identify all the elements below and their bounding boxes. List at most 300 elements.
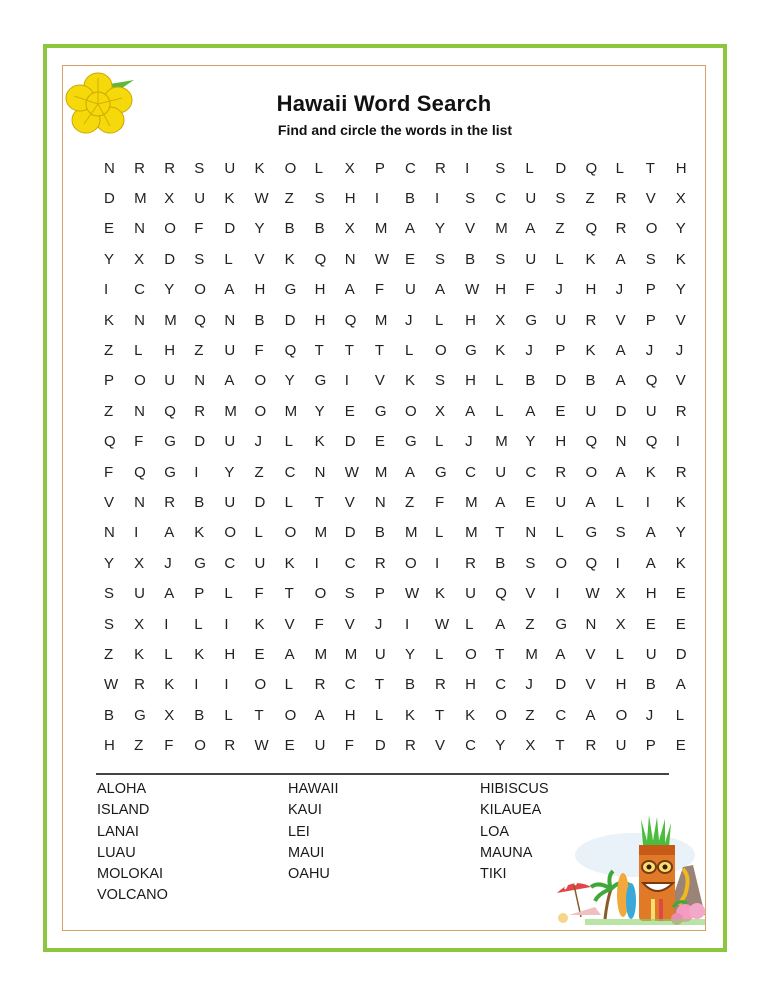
grid-letter[interactable]: B: [284, 220, 295, 238]
grid-letter[interactable]: Z: [254, 463, 264, 481]
grid-letter[interactable]: U: [224, 493, 236, 511]
grid-letter[interactable]: A: [495, 615, 506, 633]
grid-letter[interactable]: K: [465, 706, 476, 724]
grid-letter[interactable]: V: [465, 220, 476, 238]
grid-letter[interactable]: C: [344, 554, 356, 572]
grid-letter[interactable]: R: [675, 463, 687, 481]
grid-letter[interactable]: X: [134, 250, 145, 268]
grid-letter[interactable]: J: [525, 676, 533, 694]
grid-letter[interactable]: C: [555, 706, 567, 724]
grid-letter[interactable]: Y: [284, 372, 295, 390]
grid-letter[interactable]: D: [284, 311, 296, 329]
grid-letter[interactable]: E: [675, 737, 686, 755]
grid-letter[interactable]: Q: [645, 372, 658, 390]
grid-letter[interactable]: E: [284, 737, 295, 755]
grid-letter[interactable]: V: [585, 676, 596, 694]
grid-letter[interactable]: R: [374, 554, 386, 572]
grid-letter[interactable]: T: [435, 706, 445, 724]
grid-letter[interactable]: B: [404, 676, 415, 694]
grid-letter[interactable]: A: [344, 281, 355, 299]
grid-letter[interactable]: M: [314, 645, 328, 663]
grid-letter[interactable]: R: [314, 676, 326, 694]
grid-letter[interactable]: J: [254, 433, 262, 451]
grid-letter[interactable]: K: [495, 342, 506, 360]
grid-letter[interactable]: R: [224, 737, 236, 755]
grid-letter[interactable]: O: [615, 706, 628, 724]
grid-letter[interactable]: U: [645, 645, 657, 663]
grid-letter[interactable]: S: [525, 554, 536, 572]
grid-letter[interactable]: D: [344, 433, 356, 451]
grid-letter[interactable]: R: [164, 159, 176, 177]
grid-letter[interactable]: I: [374, 190, 380, 208]
grid-letter[interactable]: O: [284, 524, 297, 542]
grid-letter[interactable]: C: [495, 190, 507, 208]
grid-letter[interactable]: A: [585, 493, 596, 511]
grid-letter[interactable]: L: [164, 645, 173, 663]
grid-letter[interactable]: M: [314, 524, 328, 542]
grid-letter[interactable]: X: [675, 190, 686, 208]
grid-letter[interactable]: M: [374, 463, 388, 481]
grid-letter[interactable]: T: [284, 585, 294, 603]
grid-letter[interactable]: B: [374, 524, 385, 542]
grid-letter[interactable]: Y: [254, 220, 265, 238]
grid-letter[interactable]: M: [465, 493, 478, 511]
grid-letter[interactable]: A: [435, 281, 446, 299]
grid-letter[interactable]: A: [615, 250, 626, 268]
grid-letter[interactable]: B: [404, 190, 415, 208]
grid-letter[interactable]: J: [645, 342, 654, 360]
grid-letter[interactable]: P: [374, 585, 385, 603]
grid-letter[interactable]: X: [344, 220, 355, 238]
grid-letter[interactable]: O: [254, 676, 267, 694]
grid-letter[interactable]: T: [374, 342, 385, 360]
grid-letter[interactable]: D: [164, 250, 176, 268]
grid-letter[interactable]: N: [374, 493, 386, 511]
grid-letter[interactable]: N: [344, 250, 356, 268]
grid-letter[interactable]: E: [374, 433, 385, 451]
grid-letter[interactable]: U: [585, 402, 597, 420]
grid-letter[interactable]: S: [314, 190, 325, 208]
grid-letter[interactable]: P: [645, 281, 656, 299]
grid-letter[interactable]: O: [194, 737, 206, 755]
grid-letter[interactable]: A: [585, 706, 596, 724]
grid-letter[interactable]: H: [555, 433, 567, 451]
grid-letter[interactable]: L: [615, 645, 624, 663]
grid-letter[interactable]: E: [104, 220, 115, 238]
grid-letter[interactable]: Y: [525, 433, 536, 451]
grid-letter[interactable]: Q: [585, 220, 598, 238]
grid-letter[interactable]: L: [404, 342, 414, 360]
grid-letter[interactable]: F: [134, 433, 144, 451]
grid-letter[interactable]: H: [224, 645, 236, 663]
grid-letter[interactable]: M: [284, 402, 298, 420]
grid-letter[interactable]: F: [254, 342, 264, 360]
grid-letter[interactable]: A: [465, 402, 476, 420]
grid-letter[interactable]: T: [495, 645, 505, 663]
grid-letter[interactable]: A: [404, 463, 415, 481]
grid-letter[interactable]: C: [284, 463, 296, 481]
grid-letter[interactable]: P: [645, 311, 656, 329]
grid-letter[interactable]: Z: [555, 220, 565, 238]
grid-letter[interactable]: N: [585, 615, 597, 633]
grid-letter[interactable]: F: [104, 463, 114, 481]
grid-letter[interactable]: D: [254, 493, 266, 511]
grid-letter[interactable]: N: [134, 220, 145, 238]
grid-letter[interactable]: O: [224, 524, 237, 542]
grid-letter[interactable]: I: [164, 615, 169, 633]
grid-letter[interactable]: L: [374, 706, 384, 724]
grid-letter[interactable]: W: [374, 250, 390, 268]
grid-letter[interactable]: L: [134, 342, 143, 360]
grid-letter[interactable]: Z: [284, 190, 294, 208]
grid-letter[interactable]: V: [675, 311, 686, 329]
grid-letter[interactable]: H: [104, 737, 115, 755]
grid-letter[interactable]: O: [284, 159, 297, 177]
grid-letter[interactable]: X: [495, 311, 506, 329]
grid-letter[interactable]: I: [555, 585, 560, 603]
grid-letter[interactable]: S: [615, 524, 626, 542]
grid-letter[interactable]: J: [645, 706, 654, 724]
grid-letter[interactable]: L: [224, 706, 233, 724]
grid-letter[interactable]: H: [675, 159, 687, 177]
grid-letter[interactable]: T: [495, 524, 505, 542]
grid-letter[interactable]: F: [435, 493, 445, 511]
grid-letter[interactable]: O: [404, 402, 417, 420]
grid-letter[interactable]: X: [615, 615, 626, 633]
grid-letter[interactable]: Z: [585, 190, 595, 208]
grid-letter[interactable]: W: [435, 615, 450, 633]
grid-letter[interactable]: K: [194, 524, 205, 542]
grid-letter[interactable]: H: [344, 706, 356, 724]
grid-letter[interactable]: H: [344, 190, 356, 208]
grid-letter[interactable]: E: [404, 250, 415, 268]
grid-letter[interactable]: K: [585, 250, 596, 268]
grid-letter[interactable]: K: [284, 250, 295, 268]
grid-letter[interactable]: Z: [104, 402, 114, 420]
grid-letter[interactable]: Y: [495, 737, 506, 755]
grid-letter[interactable]: G: [525, 311, 537, 329]
grid-letter[interactable]: A: [525, 220, 536, 238]
grid-letter[interactable]: T: [254, 706, 264, 724]
grid-letter[interactable]: C: [224, 554, 236, 572]
grid-letter[interactable]: L: [254, 524, 263, 542]
grid-letter[interactable]: E: [555, 402, 566, 420]
grid-letter[interactable]: X: [344, 159, 355, 177]
grid-letter[interactable]: L: [284, 676, 293, 694]
grid-letter[interactable]: L: [435, 433, 444, 451]
grid-letter[interactable]: K: [104, 311, 115, 329]
grid-letter[interactable]: J: [555, 281, 563, 299]
grid-letter[interactable]: J: [525, 342, 533, 360]
grid-letter[interactable]: G: [465, 342, 477, 360]
grid-letter[interactable]: P: [374, 159, 385, 177]
grid-letter[interactable]: D: [615, 402, 627, 420]
grid-letter[interactable]: D: [555, 159, 567, 177]
grid-letter[interactable]: I: [314, 554, 319, 572]
grid-letter[interactable]: A: [615, 372, 626, 390]
grid-letter[interactable]: A: [615, 463, 626, 481]
grid-letter[interactable]: E: [344, 402, 355, 420]
grid-letter[interactable]: E: [645, 615, 656, 633]
grid-letter[interactable]: A: [555, 645, 566, 663]
grid-letter[interactable]: H: [495, 281, 507, 299]
grid-letter[interactable]: N: [134, 493, 145, 511]
grid-letter[interactable]: D: [374, 737, 386, 755]
grid-letter[interactable]: D: [555, 676, 567, 694]
grid-letter[interactable]: K: [675, 554, 686, 572]
grid-letter[interactable]: N: [615, 433, 627, 451]
grid-letter[interactable]: X: [435, 402, 446, 420]
grid-letter[interactable]: J: [615, 281, 624, 299]
grid-letter[interactable]: R: [675, 402, 687, 420]
grid-letter[interactable]: T: [645, 159, 655, 177]
grid-letter[interactable]: K: [254, 159, 265, 177]
grid-letter[interactable]: L: [224, 250, 233, 268]
grid-letter[interactable]: Z: [134, 737, 144, 755]
grid-letter[interactable]: C: [404, 159, 416, 177]
grid-letter[interactable]: H: [314, 281, 326, 299]
grid-letter[interactable]: V: [645, 190, 656, 208]
grid-letter[interactable]: I: [224, 615, 229, 633]
grid-letter[interactable]: U: [404, 281, 416, 299]
grid-letter[interactable]: Y: [104, 250, 115, 268]
grid-letter[interactable]: K: [284, 554, 295, 572]
grid-letter[interactable]: U: [615, 737, 627, 755]
grid-letter[interactable]: F: [164, 737, 174, 755]
grid-letter[interactable]: N: [104, 524, 115, 542]
grid-letter[interactable]: M: [224, 402, 237, 420]
grid-letter[interactable]: O: [254, 402, 267, 420]
grid-letter[interactable]: W: [254, 737, 269, 755]
grid-letter[interactable]: G: [404, 433, 417, 451]
grid-letter[interactable]: S: [194, 250, 205, 268]
grid-letter[interactable]: Z: [525, 706, 535, 724]
grid-letter[interactable]: M: [374, 220, 388, 238]
grid-letter[interactable]: J: [374, 615, 383, 633]
grid-letter[interactable]: K: [194, 645, 205, 663]
grid-letter[interactable]: O: [495, 706, 507, 724]
grid-letter[interactable]: U: [525, 190, 537, 208]
grid-letter[interactable]: G: [374, 402, 387, 420]
grid-letter[interactable]: N: [314, 463, 326, 481]
grid-letter[interactable]: H: [314, 311, 326, 329]
grid-letter[interactable]: U: [495, 463, 507, 481]
grid-letter[interactable]: A: [675, 676, 686, 694]
grid-letter[interactable]: Q: [194, 311, 206, 329]
grid-letter[interactable]: A: [404, 220, 415, 238]
grid-letter[interactable]: L: [465, 615, 474, 633]
grid-letter[interactable]: R: [585, 311, 597, 329]
grid-letter[interactable]: M: [164, 311, 177, 329]
grid-letter[interactable]: F: [525, 281, 535, 299]
grid-letter[interactable]: Y: [404, 645, 415, 663]
grid-letter[interactable]: H: [645, 585, 657, 603]
grid-letter[interactable]: S: [104, 615, 115, 633]
grid-letter[interactable]: R: [615, 220, 627, 238]
grid-letter[interactable]: I: [465, 159, 470, 177]
grid-letter[interactable]: S: [555, 190, 566, 208]
grid-letter[interactable]: O: [194, 281, 206, 299]
grid-letter[interactable]: V: [104, 493, 115, 511]
grid-letter[interactable]: R: [465, 554, 476, 572]
grid-letter[interactable]: V: [525, 585, 536, 603]
grid-letter[interactable]: V: [675, 372, 686, 390]
grid-letter[interactable]: I: [194, 676, 199, 694]
grid-letter[interactable]: S: [104, 585, 115, 603]
grid-letter[interactable]: K: [134, 645, 145, 663]
grid-letter[interactable]: V: [374, 372, 385, 390]
grid-letter[interactable]: U: [555, 311, 567, 329]
grid-letter[interactable]: U: [224, 159, 236, 177]
grid-letter[interactable]: S: [495, 159, 506, 177]
grid-letter[interactable]: L: [675, 706, 685, 724]
grid-letter[interactable]: J: [465, 433, 473, 451]
grid-letter[interactable]: X: [615, 585, 626, 603]
grid-letter[interactable]: W: [254, 190, 269, 208]
grid-letter[interactable]: A: [314, 706, 325, 724]
grid-letter[interactable]: F: [314, 615, 324, 633]
grid-letter[interactable]: T: [314, 342, 324, 360]
grid-letter[interactable]: V: [344, 615, 355, 633]
grid-letter[interactable]: G: [164, 463, 176, 481]
grid-letter[interactable]: I: [404, 615, 410, 633]
grid-letter[interactable]: U: [224, 342, 236, 360]
grid-letter[interactable]: D: [675, 645, 687, 663]
grid-letter[interactable]: B: [645, 676, 656, 694]
grid-letter[interactable]: O: [164, 220, 176, 238]
grid-letter[interactable]: R: [615, 190, 627, 208]
grid-letter[interactable]: G: [314, 372, 327, 390]
grid-letter[interactable]: K: [675, 493, 686, 511]
grid-letter[interactable]: A: [645, 524, 656, 542]
grid-letter[interactable]: V: [585, 645, 596, 663]
grid-letter[interactable]: H: [164, 342, 176, 360]
grid-letter[interactable]: B: [465, 250, 476, 268]
grid-letter[interactable]: P: [645, 737, 656, 755]
grid-letter[interactable]: Z: [525, 615, 535, 633]
grid-letter[interactable]: K: [254, 615, 265, 633]
grid-letter[interactable]: S: [194, 159, 205, 177]
grid-letter[interactable]: I: [435, 554, 440, 572]
grid-letter[interactable]: G: [585, 524, 598, 542]
grid-letter[interactable]: N: [104, 159, 115, 177]
grid-letter[interactable]: L: [495, 402, 504, 420]
grid-letter[interactable]: K: [585, 342, 596, 360]
grid-letter[interactable]: Q: [645, 433, 658, 451]
grid-letter[interactable]: G: [164, 433, 176, 451]
grid-letter[interactable]: Q: [495, 585, 507, 603]
grid-letter[interactable]: R: [555, 463, 567, 481]
grid-letter[interactable]: U: [555, 493, 567, 511]
grid-letter[interactable]: Z: [104, 645, 114, 663]
grid-letter[interactable]: N: [525, 524, 537, 542]
grid-letter[interactable]: L: [555, 250, 564, 268]
grid-letter[interactable]: G: [435, 463, 447, 481]
grid-letter[interactable]: T: [314, 493, 324, 511]
grid-letter[interactable]: C: [495, 676, 507, 694]
grid-letter[interactable]: L: [435, 311, 444, 329]
grid-letter[interactable]: K: [435, 585, 446, 603]
grid-letter[interactable]: S: [344, 585, 355, 603]
grid-letter[interactable]: S: [645, 250, 656, 268]
grid-letter[interactable]: M: [404, 524, 418, 542]
grid-letter[interactable]: D: [555, 372, 567, 390]
grid-letter[interactable]: T: [555, 737, 565, 755]
grid-letter[interactable]: F: [254, 585, 264, 603]
grid-letter[interactable]: O: [555, 554, 568, 572]
grid-letter[interactable]: J: [675, 342, 684, 360]
grid-letter[interactable]: F: [344, 737, 354, 755]
grid-letter[interactable]: I: [615, 554, 620, 572]
grid-letter[interactable]: C: [134, 281, 145, 299]
grid-letter[interactable]: O: [465, 645, 477, 663]
grid-letter[interactable]: V: [435, 737, 446, 755]
grid-letter[interactable]: R: [194, 402, 206, 420]
grid-letter[interactable]: R: [435, 159, 446, 177]
grid-letter[interactable]: Z: [194, 342, 204, 360]
grid-letter[interactable]: A: [495, 493, 506, 511]
grid-letter[interactable]: G: [555, 615, 568, 633]
grid-letter[interactable]: H: [615, 676, 627, 694]
grid-letter[interactable]: H: [465, 372, 476, 390]
grid-letter[interactable]: B: [254, 311, 265, 329]
grid-letter[interactable]: L: [314, 159, 323, 177]
grid-letter[interactable]: M: [134, 190, 147, 208]
grid-letter[interactable]: O: [404, 554, 417, 572]
grid-letter[interactable]: L: [555, 524, 564, 542]
grid-letter[interactable]: F: [374, 281, 385, 299]
grid-letter[interactable]: K: [164, 676, 175, 694]
grid-letter[interactable]: W: [344, 463, 359, 481]
grid-letter[interactable]: S: [435, 250, 446, 268]
grid-letter[interactable]: K: [645, 463, 656, 481]
grid-letter[interactable]: W: [585, 585, 600, 603]
grid-letter[interactable]: A: [645, 554, 656, 572]
grid-letter[interactable]: B: [525, 372, 536, 390]
grid-letter[interactable]: H: [585, 281, 597, 299]
grid-letter[interactable]: K: [675, 250, 686, 268]
grid-letter[interactable]: M: [344, 645, 358, 663]
grid-letter[interactable]: L: [224, 585, 233, 603]
grid-letter[interactable]: Q: [284, 342, 297, 360]
grid-letter[interactable]: O: [435, 342, 447, 360]
grid-letter[interactable]: L: [615, 159, 624, 177]
grid-letter[interactable]: T: [374, 676, 385, 694]
grid-letter[interactable]: X: [134, 615, 145, 633]
grid-letter[interactable]: O: [284, 706, 297, 724]
grid-letter[interactable]: S: [495, 250, 506, 268]
grid-letter[interactable]: R: [164, 493, 176, 511]
grid-letter[interactable]: L: [435, 524, 444, 542]
grid-letter[interactable]: X: [525, 737, 536, 755]
grid-letter[interactable]: Y: [675, 281, 686, 299]
grid-letter[interactable]: Q: [104, 433, 116, 451]
grid-letter[interactable]: L: [525, 159, 534, 177]
grid-letter[interactable]: B: [585, 372, 596, 390]
grid-letter[interactable]: W: [104, 676, 119, 694]
grid-letter[interactable]: U: [134, 585, 145, 603]
grid-letter[interactable]: I: [675, 433, 680, 451]
grid-letter[interactable]: O: [585, 463, 598, 481]
grid-letter[interactable]: U: [465, 585, 476, 603]
grid-letter[interactable]: A: [164, 524, 175, 542]
grid-letter[interactable]: Y: [164, 281, 175, 299]
grid-letter[interactable]: F: [194, 220, 204, 238]
grid-letter[interactable]: Y: [675, 220, 686, 238]
grid-letter[interactable]: V: [254, 250, 265, 268]
grid-letter[interactable]: C: [465, 737, 476, 755]
grid-letter[interactable]: L: [435, 645, 444, 663]
